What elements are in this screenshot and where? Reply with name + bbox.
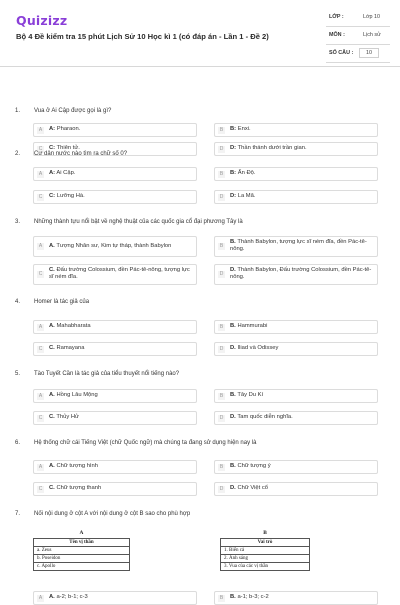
question-number: 5.: [15, 371, 21, 377]
option-text: A. Hồng Lâu Mộng: [49, 392, 98, 398]
option-letter: A: [38, 171, 43, 177]
option-b[interactable]: [214, 123, 378, 137]
option-text: A. Mahabharata: [49, 323, 91, 329]
meta-value: Lớp 10: [363, 14, 381, 20]
table-caption: A: [79, 530, 84, 536]
option-b[interactable]: [214, 167, 378, 181]
option-b[interactable]: [214, 236, 378, 257]
table-caption: B: [263, 530, 267, 536]
option-text: A: Ai Cập.: [49, 170, 76, 176]
meta-value: Lịch sử: [363, 32, 381, 38]
option-text: B. Hammurabi: [230, 323, 268, 329]
option-a[interactable]: [33, 167, 197, 181]
question-text: Những thành tựu nổi bật về nghệ thuật của các quốc gia cổ đại phương Tây là: [34, 219, 243, 225]
option-d[interactable]: [214, 190, 378, 204]
question-number: 3.: [15, 219, 21, 225]
option-letter: B: [219, 127, 224, 133]
option-c[interactable]: [33, 342, 197, 356]
option-letter: C: [38, 346, 43, 352]
option-letter: D: [219, 346, 224, 352]
option-c[interactable]: [33, 482, 197, 496]
option-text: B. a-1; b-3; c-2: [230, 594, 269, 600]
option-c[interactable]: [33, 411, 197, 425]
option-text: D: La Mã.: [230, 193, 256, 199]
option-text: B. Tây Du Kí: [230, 392, 264, 398]
role-table: [220, 538, 310, 571]
table-cell: b. Poseidon: [34, 555, 130, 563]
option-letter: B: [219, 171, 224, 177]
option-a[interactable]: [33, 236, 197, 257]
document-title: Bộ 4 Đề kiểm tra 15 phút Lịch Sử 10 Học kì 1 (có đáp án - Lần 1 - Đề 2): [16, 32, 269, 41]
question-text: Cư dân nước nào tìm ra chữ số 0?: [34, 151, 128, 157]
option-b[interactable]: [214, 389, 378, 403]
option-letter: A: [38, 127, 43, 133]
option-text: D. Iliad và Odissey: [230, 345, 279, 351]
option-text: C. Thủy Hử: [49, 414, 79, 420]
option-text: C: Thiên tử.: [49, 145, 80, 151]
question-number: 6.: [15, 440, 21, 446]
table-header: Tên vị thần: [34, 539, 130, 547]
meta-label: LỚP :: [329, 14, 344, 20]
option-letter: B: [219, 243, 224, 249]
option-letter: D: [219, 486, 224, 492]
question-text: Vua ở Ai Cập được gọi là gì?: [34, 108, 112, 114]
table-cell: c. Apollo: [34, 563, 130, 571]
option-a[interactable]: [33, 591, 197, 605]
option-letter: A: [38, 595, 43, 601]
option-a[interactable]: [33, 320, 197, 334]
meta-label: MÔN :: [329, 32, 345, 38]
option-text: A. Tượng Nhân sư, Kim tự tháp, thành Babylon: [49, 243, 172, 249]
option-d[interactable]: [214, 264, 378, 285]
option-letter: C: [38, 194, 43, 200]
table-cell: 1. Biển cả: [221, 547, 310, 555]
option-c[interactable]: [33, 264, 197, 285]
question-text: Homer là tác giả của: [34, 299, 90, 305]
option-text: A. a-2; b-1; c-3: [49, 594, 88, 600]
option-letter: D: [219, 271, 224, 277]
table-cell: 3. Vua của các vị thần: [221, 563, 310, 571]
option-text: B. Thành Babylon, tượng lực sĩ ném đĩa, đền Pác-tê-nông.: [230, 239, 367, 253]
option-letter: B: [219, 393, 224, 399]
option-letter: D: [219, 415, 224, 421]
option-d[interactable]: [214, 482, 378, 496]
option-text: C. Ramayana: [49, 345, 85, 351]
table-cell: a. Zeus: [34, 547, 130, 555]
option-text: B: Ấn Độ.: [230, 170, 256, 176]
option-text: D. Thành Babylon, Đấu trường Colossium, đền Pác-tê-nông.: [230, 267, 372, 281]
question-text: Hệ thống chữ cái Tiếng Việt (chữ Quốc ngữ) mà chúng ta đang sử dụng hiện nay là: [34, 440, 257, 446]
option-text: C. Chữ tượng thanh: [49, 485, 102, 491]
meta-panel: [326, 12, 390, 66]
option-text: B. Chữ tượng ý: [230, 463, 271, 469]
option-d[interactable]: [214, 342, 378, 356]
question-number: 2.: [15, 151, 21, 157]
option-letter: C: [38, 486, 43, 492]
option-b[interactable]: [214, 320, 378, 334]
question-text: Nối nội dung ở cột A với nội dung ở cột B sao cho phù hợp: [34, 511, 191, 517]
question-number: 4.: [15, 299, 21, 305]
option-b[interactable]: [214, 591, 378, 605]
option-letter: C: [38, 146, 43, 152]
table-header: Vai trò: [221, 539, 310, 547]
meta-value: 10: [359, 48, 379, 58]
option-a[interactable]: [33, 123, 197, 137]
option-letter: A: [38, 464, 43, 470]
quizizz-logo: Quizizz: [16, 13, 68, 28]
option-text: C: Lưỡng Hà.: [49, 193, 85, 199]
option-letter: B: [219, 595, 224, 601]
option-letter: C: [38, 415, 43, 421]
header-divider: [0, 66, 400, 67]
option-a[interactable]: [33, 460, 197, 474]
option-text: D: Thần thánh dưới trần gian.: [230, 145, 307, 151]
option-letter: A: [38, 324, 43, 330]
option-text: D. Tam quốc diễn nghĩa.: [230, 414, 293, 420]
meta-grade-row: [326, 12, 390, 27]
option-text: C. Đấu trường Colossium, đền Pác-tê-nông, tượng lực sĩ ném đĩa.: [49, 267, 190, 281]
question-number: 1.: [15, 108, 21, 114]
table-cell: 2. Ánh sáng: [221, 555, 310, 563]
question-number: 7.: [15, 511, 21, 517]
meta-subject-row: [326, 30, 390, 45]
option-letter: A: [38, 393, 43, 399]
option-d[interactable]: [214, 411, 378, 425]
option-letter: C: [38, 271, 43, 277]
option-letter: B: [219, 464, 224, 470]
option-letter: D: [219, 146, 224, 152]
match-table-a: [33, 530, 130, 571]
deity-table: [33, 538, 130, 571]
option-text: A: Pharaon.: [49, 126, 81, 132]
option-a[interactable]: [33, 389, 197, 403]
option-letter: D: [219, 194, 224, 200]
option-text: A. Chữ tượng hình: [49, 463, 98, 469]
question-text: Tào Tuyết Cần là tác giả của tiểu thuyết nổi tiếng nào?: [34, 371, 180, 377]
option-text: B: Enxi.: [230, 126, 251, 132]
match-table-b: [220, 530, 310, 571]
option-b[interactable]: [214, 460, 378, 474]
meta-count-row: [326, 48, 390, 63]
option-letter: A: [38, 243, 43, 249]
option-c[interactable]: [33, 190, 197, 204]
meta-label: SỐ CÂU :: [329, 50, 354, 56]
option-text: D. Chữ Việt cổ: [230, 485, 268, 491]
option-letter: B: [219, 324, 224, 330]
